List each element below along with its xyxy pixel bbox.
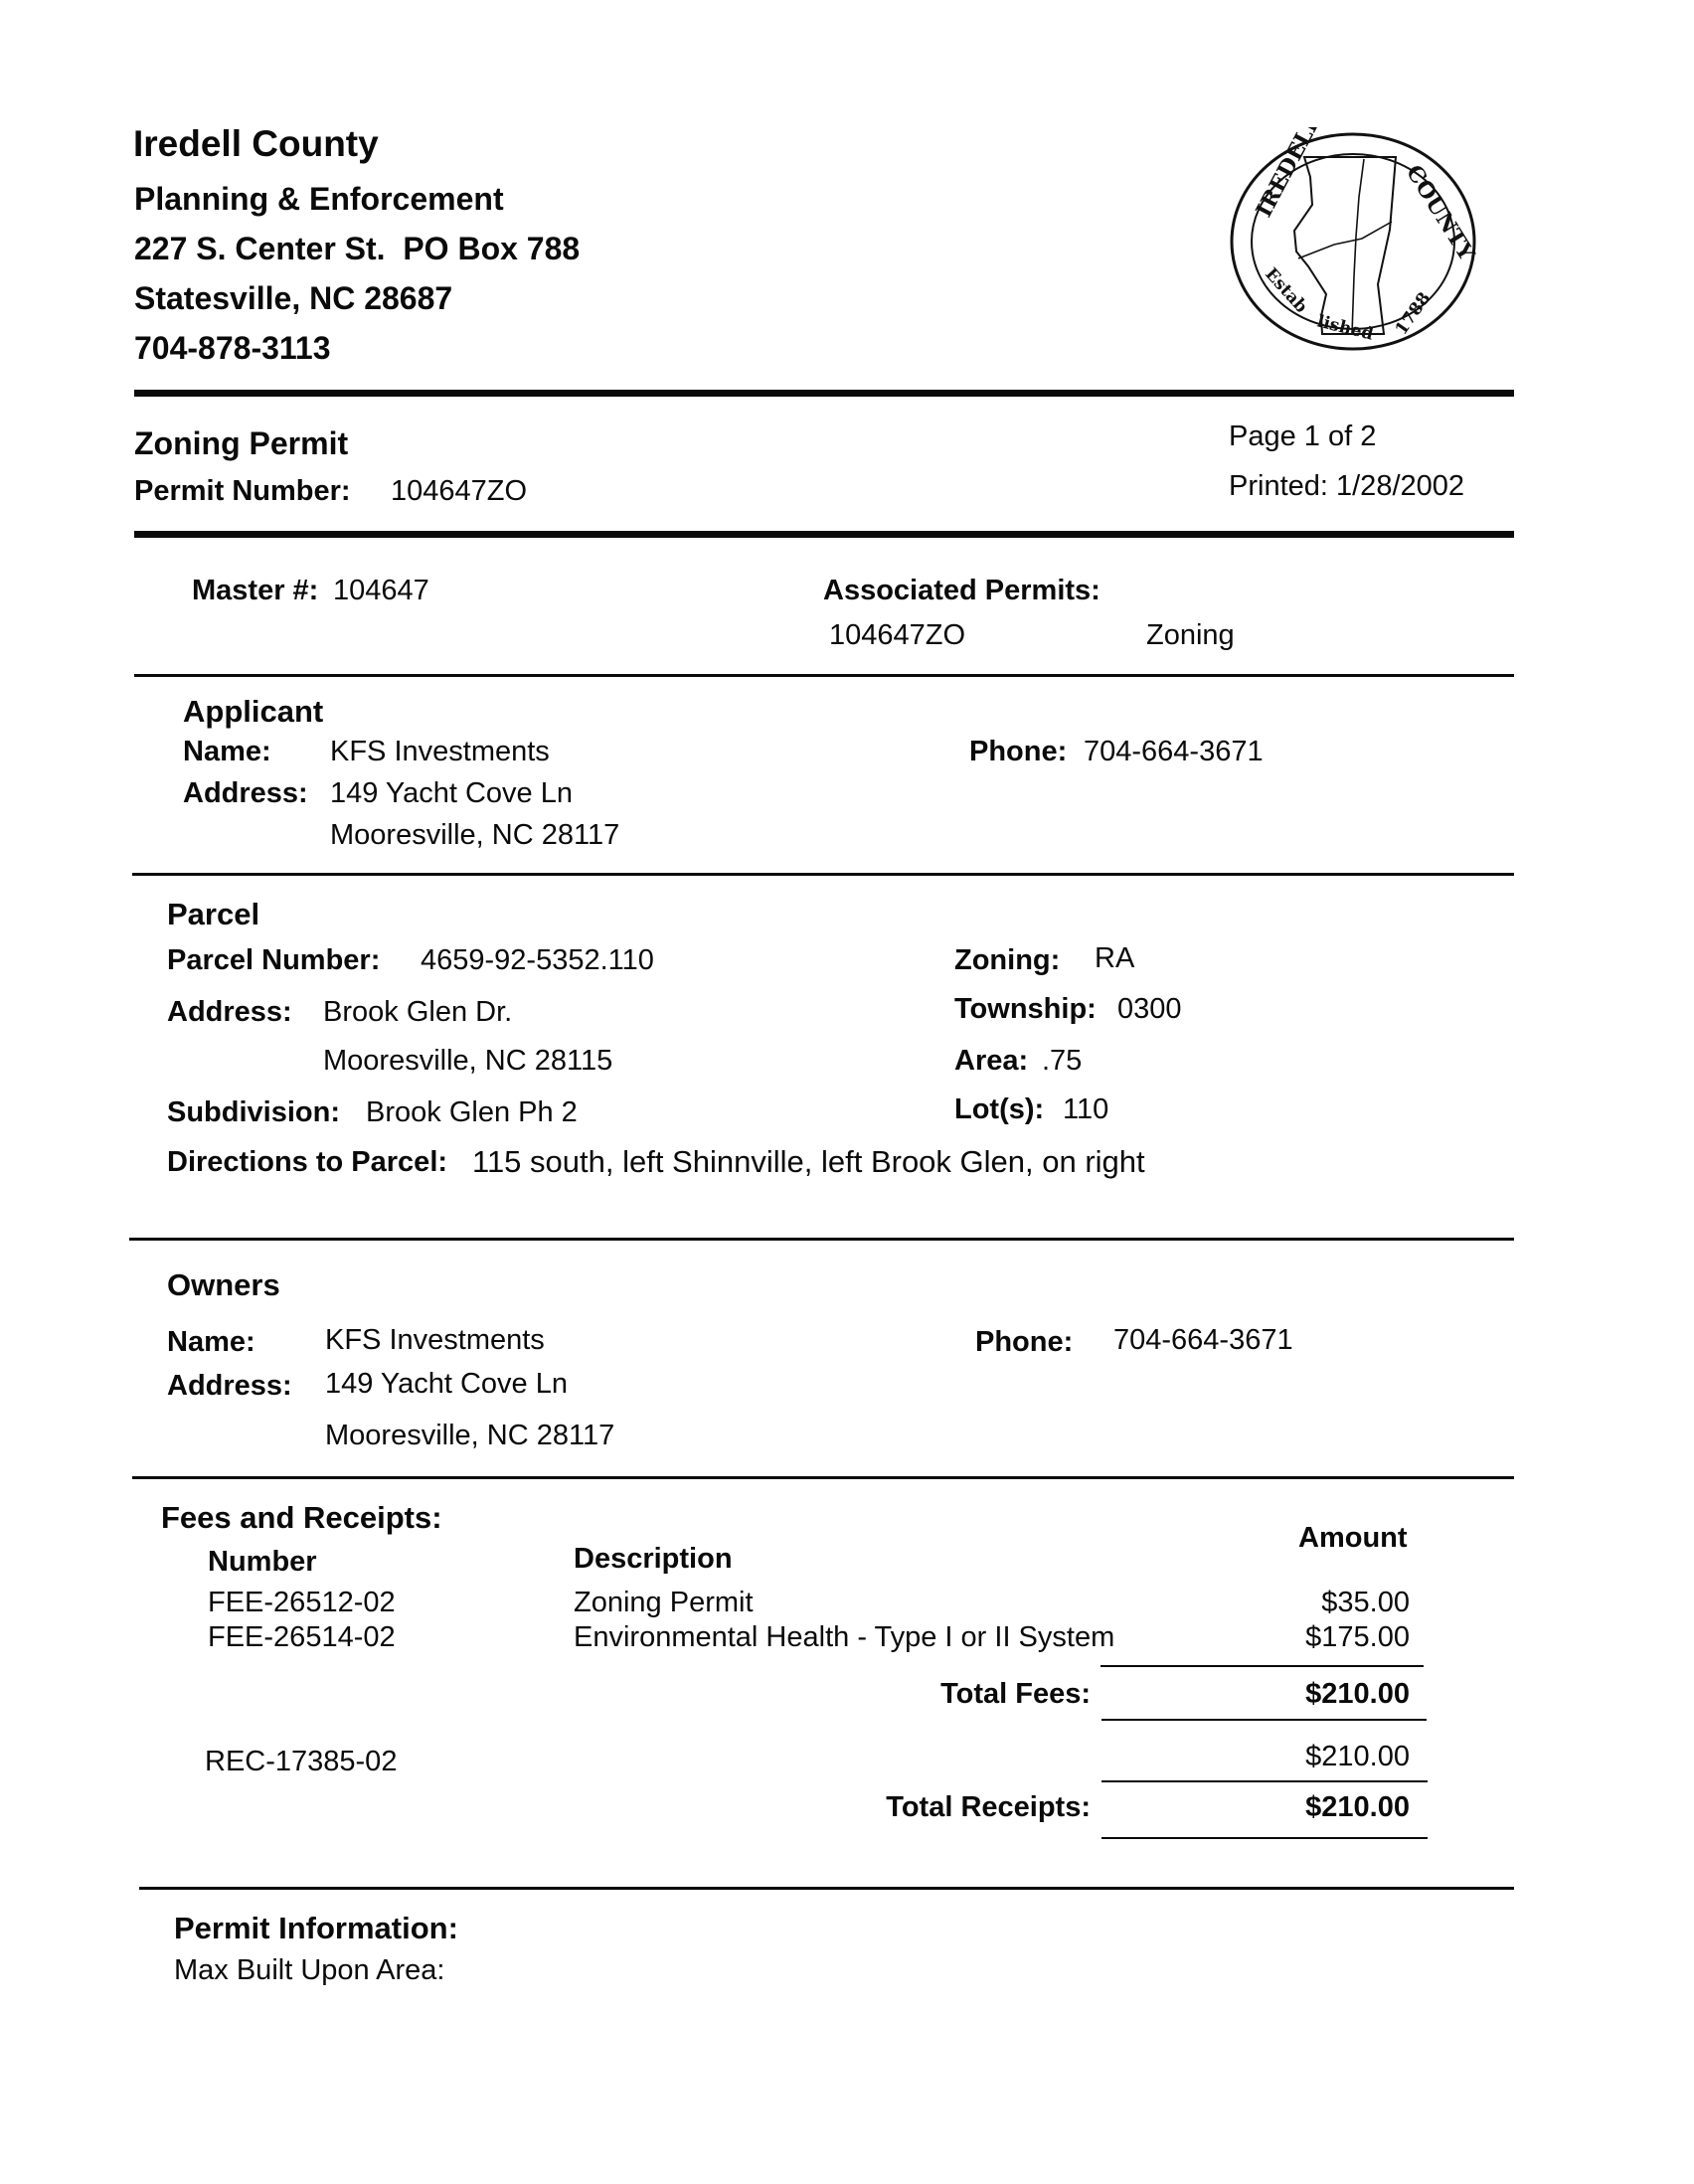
applicant-address-line2: Mooresville, NC 28117 (330, 819, 620, 851)
lots-label: Lot(s): (954, 1093, 1045, 1125)
applicant-address-label: Address: (183, 777, 308, 809)
fee-number: FEE-26512-02 (208, 1587, 396, 1618)
fee-description: Environmental Health - Type I or II System (574, 1621, 1115, 1653)
parcel-number: 4659-92-5352.110 (421, 944, 654, 976)
fees-col-number: Number (208, 1546, 317, 1578)
applicant-phone: 704-664-3671 (1084, 736, 1264, 767)
total-fees-label: Total Fees: (940, 1678, 1091, 1710)
total-fees-value: $210.00 (1305, 1678, 1410, 1710)
owner-name: KFS Investments (325, 1324, 545, 1356)
parcel-heading: Parcel (167, 897, 260, 931)
subtotal-rule (1101, 1780, 1428, 1782)
owner-address-label: Address: (167, 1370, 292, 1402)
svg-text:IREDELL: IREDELL (1251, 127, 1326, 222)
associated-permits-label: Associated Permits: (823, 575, 1101, 606)
parcel-address-line1: Brook Glen Dr. (323, 996, 513, 1028)
total-receipts-value: $210.00 (1305, 1791, 1410, 1823)
printed-date: Printed: 1/28/2002 (1229, 470, 1465, 502)
max-built-upon-area-label: Max Built Upon Area: (174, 1954, 445, 1986)
master-number: 104647 (333, 575, 429, 606)
divider (134, 390, 1514, 397)
svg-text:Estab: Estab (1261, 263, 1311, 317)
associated-permit-number: 104647ZO (829, 619, 966, 651)
township-value: 0300 (1117, 993, 1182, 1025)
permit-info-heading: Permit Information: (174, 1911, 458, 1945)
directions-value: 115 south, left Shinnville, left Brook Glen, on right (472, 1144, 1145, 1179)
township-label: Township: (954, 993, 1097, 1025)
divider (134, 531, 1514, 538)
lots-value: 110 (1063, 1093, 1109, 1125)
associated-permit-type: Zoning (1146, 619, 1235, 651)
area-value: .75 (1042, 1045, 1083, 1077)
permit-title: Zoning Permit (134, 425, 349, 461)
department: Planning & Enforcement (134, 181, 504, 217)
directions-label: Directions to Parcel: (167, 1146, 448, 1178)
owner-name-label: Name: (167, 1326, 255, 1358)
divider (134, 674, 1514, 677)
office-phone: 704-878-3113 (134, 330, 331, 366)
divider (132, 873, 1514, 876)
fee-amount: $175.00 (1305, 1621, 1410, 1653)
county-seal-icon (1225, 127, 1481, 356)
area-label: Area: (954, 1045, 1029, 1077)
applicant-name: KFS Investments (330, 736, 550, 767)
subdivision-value: Brook Glen Ph 2 (366, 1096, 578, 1128)
svg-text:COUNTY: COUNTY (1400, 160, 1480, 265)
divider (132, 1476, 1514, 1479)
fees-heading: Fees and Receipts: (161, 1500, 442, 1535)
subdivision-label: Subdivision: (167, 1096, 340, 1128)
owner-address-line2: Mooresville, NC 28117 (325, 1420, 615, 1451)
owner-phone-label: Phone: (975, 1326, 1074, 1358)
owner-phone: 704-664-3671 (1113, 1324, 1293, 1356)
city-state-zip: Statesville, NC 28687 (134, 280, 453, 316)
divider (139, 1887, 1514, 1890)
page-indicator: Page 1 of 2 (1229, 420, 1377, 452)
applicant-name-label: Name: (183, 736, 271, 767)
applicant-heading: Applicant (183, 694, 324, 729)
fee-description: Zoning Permit (574, 1587, 754, 1618)
fees-col-description: Description (574, 1543, 733, 1575)
org-name: Iredell County (133, 123, 379, 164)
fees-col-amount: Amount (1298, 1522, 1408, 1554)
parcel-address-line2: Mooresville, NC 28115 (323, 1045, 613, 1077)
owners-heading: Owners (167, 1267, 280, 1302)
svg-text:1788: 1788 (1391, 288, 1436, 339)
parcel-address-label: Address: (167, 996, 292, 1028)
fee-number: FEE-26514-02 (208, 1621, 396, 1653)
receipt-amount: $210.00 (1305, 1741, 1410, 1772)
fee-amount: $35.00 (1321, 1587, 1410, 1618)
divider (129, 1238, 1514, 1241)
owner-address-line1: 149 Yacht Cove Ln (325, 1368, 568, 1400)
permit-number: 104647ZO (391, 475, 528, 507)
zoning-label: Zoning: (954, 944, 1061, 976)
street-address: 227 S. Center St. PO Box 788 (134, 231, 581, 266)
total-receipts-label: Total Receipts: (886, 1791, 1091, 1823)
total-rule (1101, 1719, 1427, 1721)
parcel-number-label: Parcel Number: (167, 944, 381, 976)
zoning-value: RA (1095, 942, 1135, 974)
applicant-address-line1: 149 Yacht Cove Ln (330, 777, 573, 809)
applicant-phone-label: Phone: (969, 736, 1068, 767)
receipt-number: REC-17385-02 (205, 1746, 398, 1777)
permit-number-label: Permit Number: (134, 475, 351, 507)
svg-text:lished: lished (1314, 311, 1376, 345)
master-label: Master #: (192, 575, 319, 606)
total-rule (1101, 1837, 1428, 1839)
subtotal-rule (1101, 1665, 1424, 1667)
